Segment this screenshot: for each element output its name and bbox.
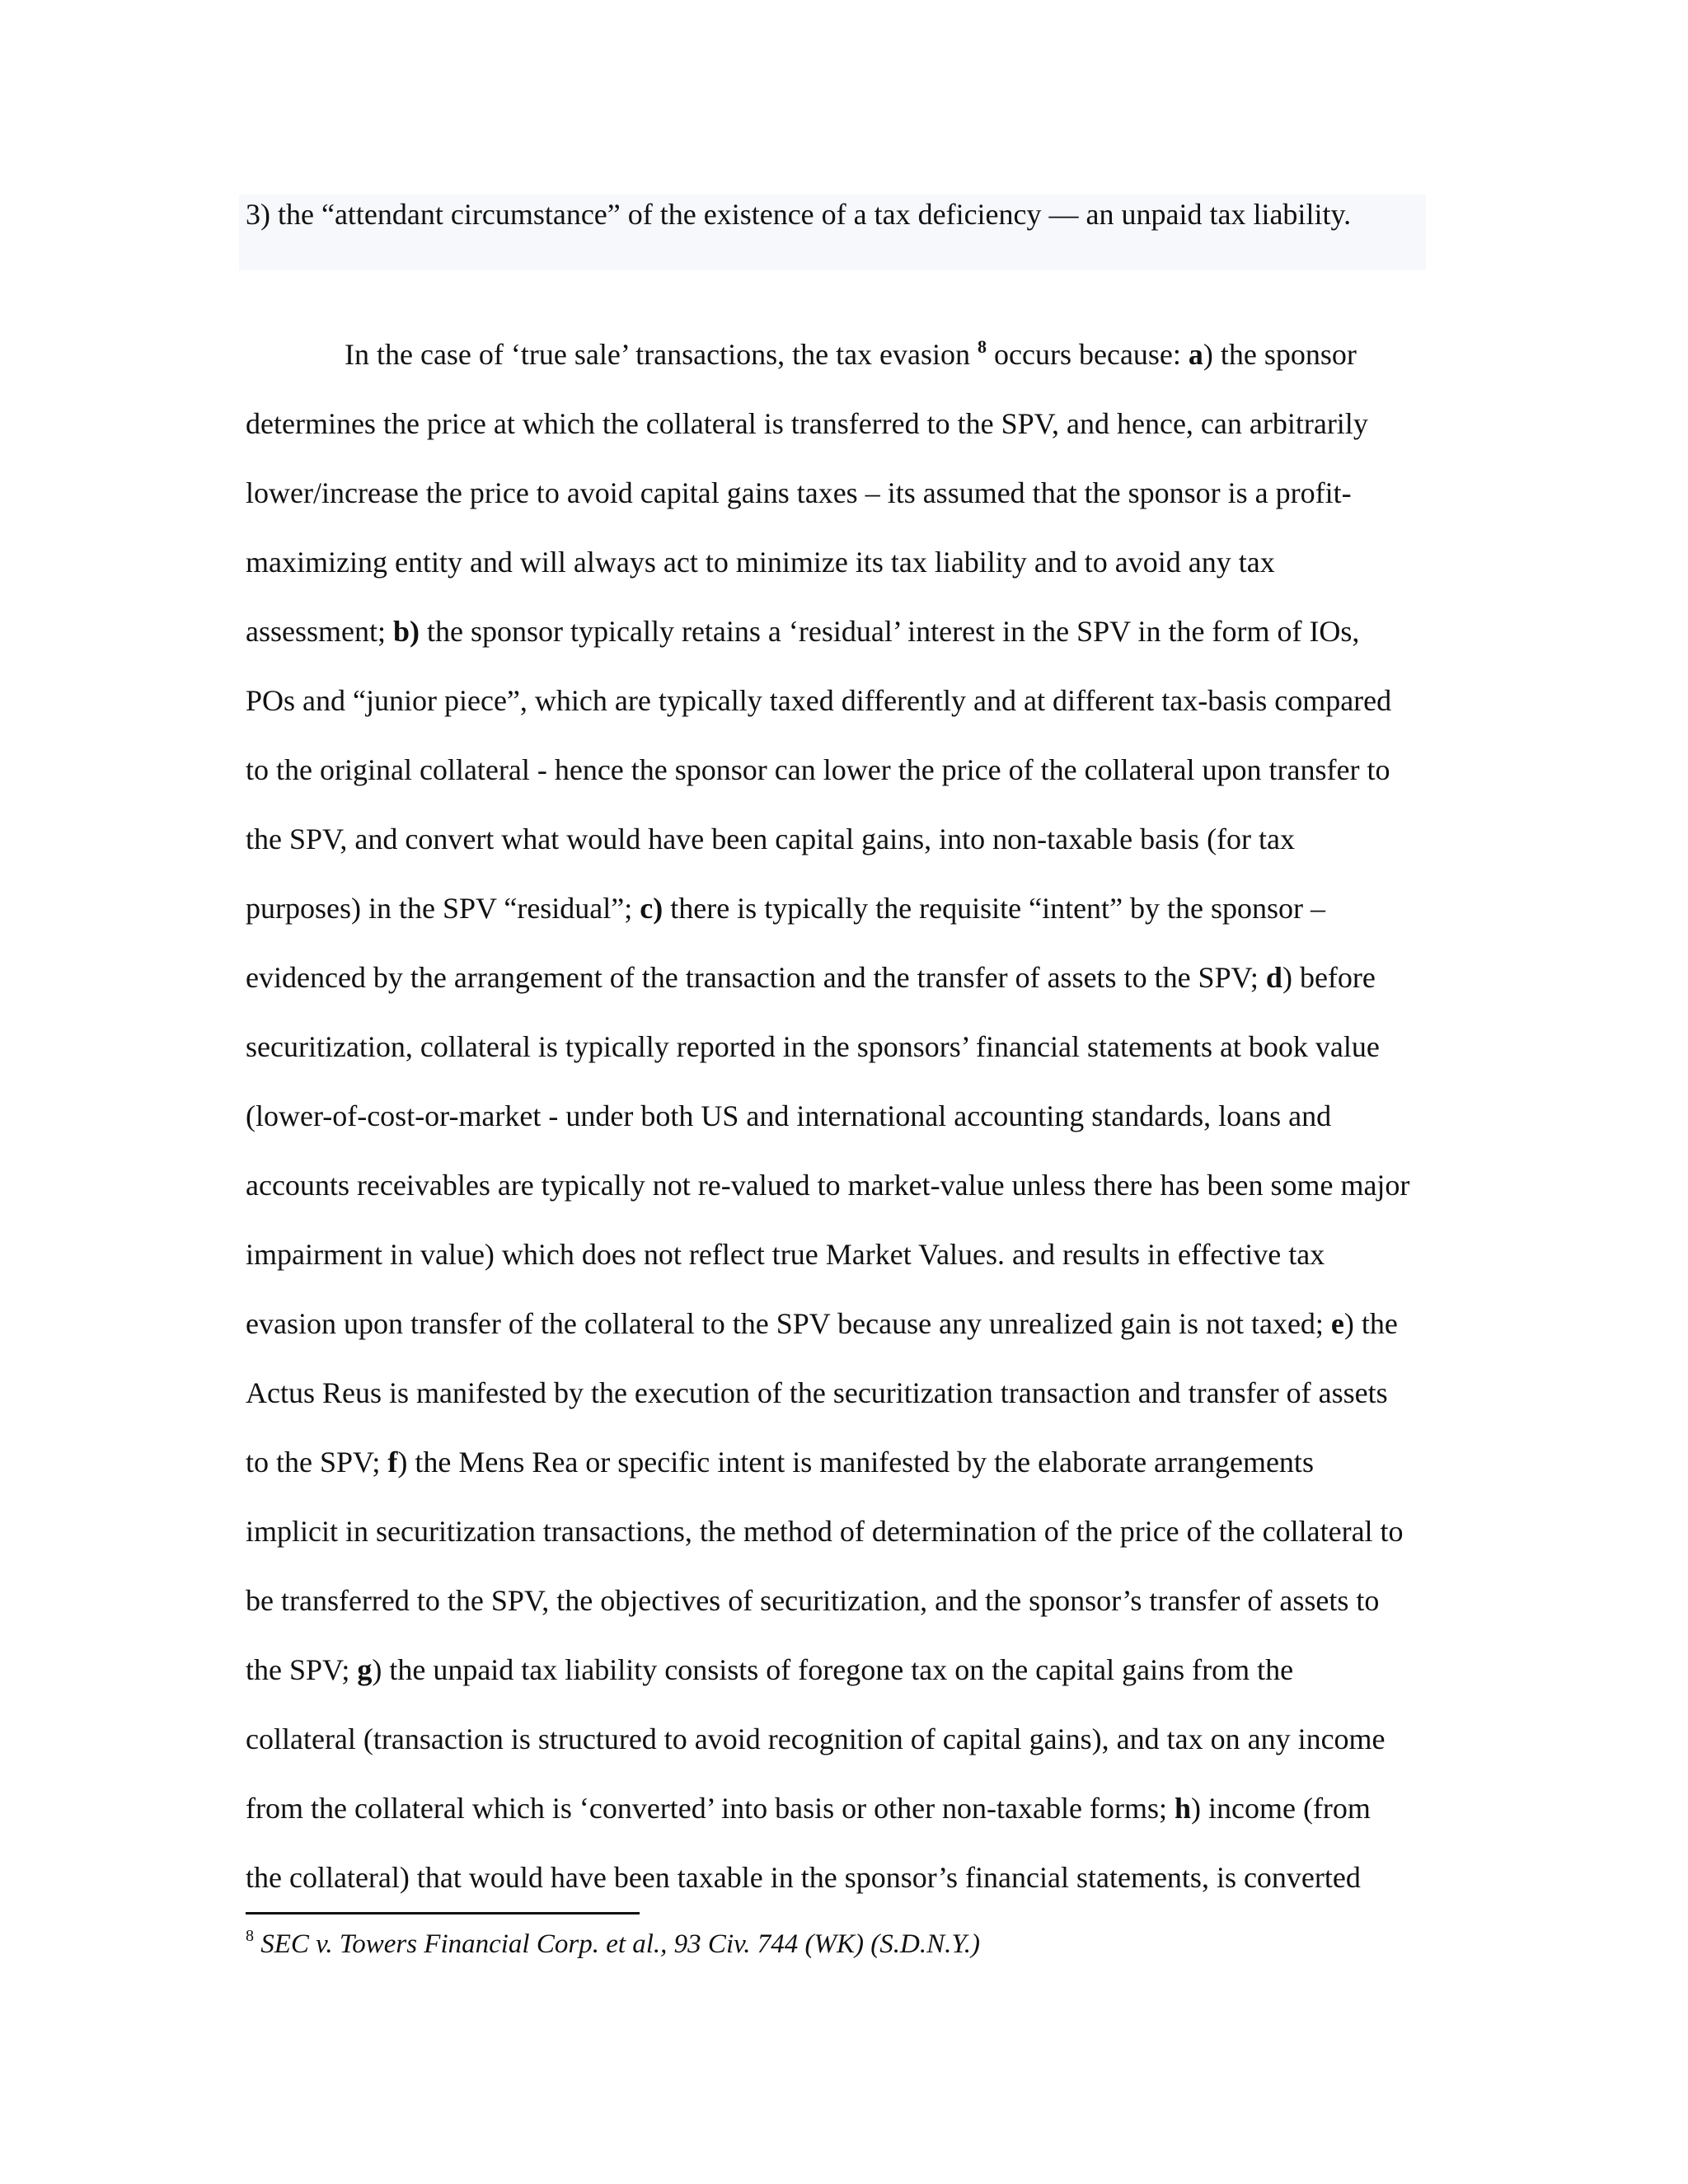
paragraph-line: to the original collateral - hence the sponsor can lower the price of the collateral upon transfer to <box>246 753 1390 786</box>
footnote-text: SEC v. Towers Financial Corp. et al., 93 Civ. 744 (WK) (S.D.N.Y.) <box>260 1929 980 1959</box>
paragraph-line: impairment in value) which does not reflect true Market Values. and results in effective tax <box>246 1238 1325 1271</box>
paragraph-line: from the collateral which is ‘converted’ into basis or other non-taxable forms; h) income (from <box>246 1792 1371 1825</box>
paragraph-line: the SPV; g) the unpaid tax liability consists of foregone tax on the capital gains from the <box>246 1653 1294 1686</box>
paragraph-line: evasion upon transfer of the collateral to the SPV because any unrealized gain is not taxed; e) the <box>246 1307 1398 1340</box>
footnote <box>246 1925 980 1963</box>
main-paragraph <box>246 331 1441 1924</box>
paragraph-line: purposes) in the SPV “residual”; c) there is typically the requisite “intent” by the sponsor – <box>246 892 1326 925</box>
paragraph-line: accounts receivables are typically not re-valued to market-value unless there has been some major <box>246 1169 1410 1202</box>
paragraph-line: In the case of ‘true sale’ transactions, the tax evasion $^8$ occurs because: a) the sponsor <box>345 336 1357 371</box>
paragraph-line: assessment; b) the sponsor typically retains a ‘residual’ interest in the SPV in the form of IOs, <box>246 615 1360 648</box>
paragraph-line: implicit in securitization transactions, the method of determination of the price of the collateral to <box>246 1515 1404 1548</box>
paragraph-line: (lower-of-cost-or-market - under both US and international accounting standards, loans and <box>246 1099 1332 1132</box>
paragraph-line: determines the price at which the collateral is transferred to the SPV, and hence, can arbitrarily <box>246 407 1368 440</box>
footnote-reference[interactable]: 8 <box>978 336 987 357</box>
footnote-number: 8 <box>246 1927 254 1945</box>
paragraph-line: to the SPV; f) the Mens Rea or specific intent is manifested by the elaborate arrangements <box>246 1446 1314 1479</box>
first-line: 3) the “attendant circumstance” of the existence of a tax deficiency — an unpaid tax liability. <box>246 198 1352 231</box>
paragraph-line: lower/increase the price to avoid capital gains taxes – its assumed that the sponsor is a profit- <box>246 476 1352 509</box>
paragraph-line: the SPV, and convert what would have been capital gains, into non-taxable basis (for tax <box>246 823 1296 855</box>
paragraph-line: evidenced by the arrangement of the transaction and the transfer of assets to the SPV; d) before <box>246 961 1376 994</box>
paragraph-line: Actus Reus is manifested by the execution of the securitization transaction and transfer of assets <box>246 1376 1388 1409</box>
paragraph-line: the collateral) that would have been taxable in the sponsor’s financial statements, is converted <box>246 1861 1361 1894</box>
paragraph-line: maximizing entity and will always act to minimize its tax liability and to avoid any tax <box>246 546 1275 579</box>
paragraph-line: POs and “junior piece”, which are typically taxed differently and at different tax-basis compared <box>246 684 1392 717</box>
paragraph-line: securitization, collateral is typically reported in the sponsors’ financial statements at book value <box>246 1030 1380 1063</box>
paragraph-line: be transferred to the SPV, the objectives of securitization, and the sponsor’s transfer of assets to <box>246 1584 1380 1617</box>
footnote-separator <box>246 1912 640 1915</box>
paragraph-line: collateral (transaction is structured to avoid recognition of capital gains), and tax on any income <box>246 1722 1386 1755</box>
